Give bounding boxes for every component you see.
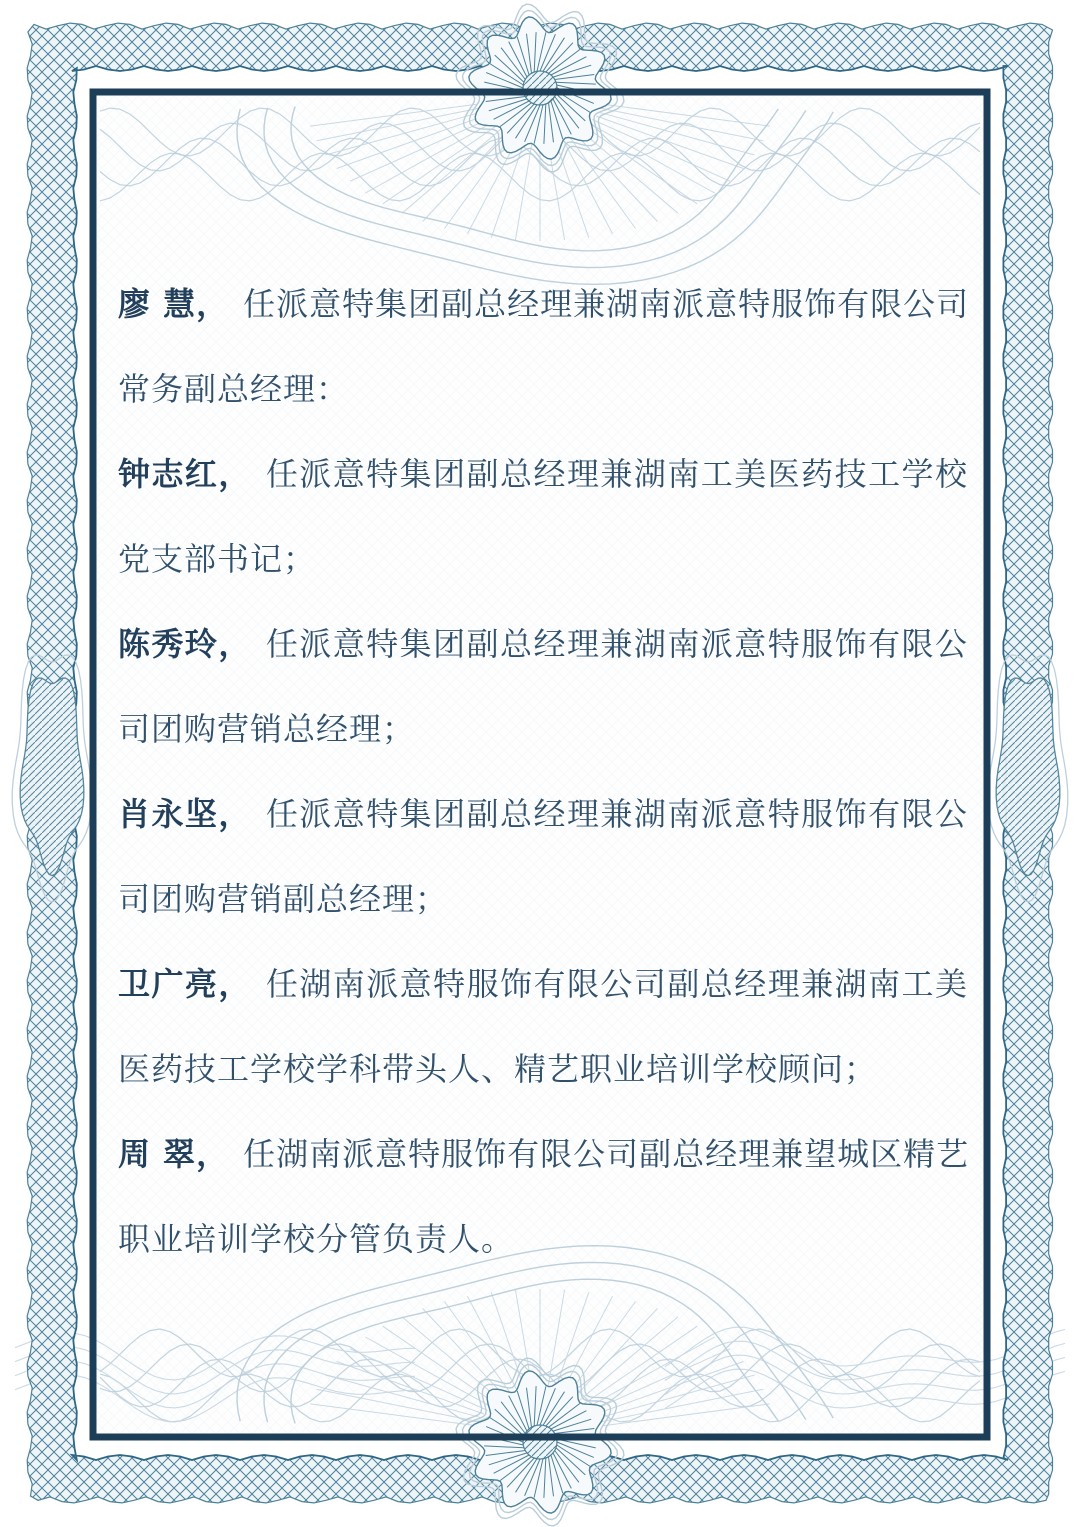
person-name: 廖 慧，	[118, 285, 230, 323]
appointment-line	[118, 432, 968, 517]
line-text: 任派意特集团副总经理兼湖南派意特服饰有限公司	[243, 285, 970, 323]
appointment-line	[118, 347, 968, 432]
line-text: 常务副总经理：	[118, 370, 350, 408]
line-text: 医药技工学校学科带头人、精艺职业培训学校顾问；	[118, 1050, 878, 1088]
line-text: 党支部书记；	[118, 540, 317, 578]
appointment-line	[118, 262, 968, 347]
appointment-line	[118, 942, 968, 1027]
line-text: 职业培训学校分管负责人。	[118, 1220, 515, 1258]
person-name: 卫广亮，	[118, 965, 252, 1003]
appointment-line	[118, 772, 968, 857]
line-text: 司团购营销副总经理；	[118, 880, 449, 918]
person-name: 钟志红，	[118, 455, 252, 493]
person-name: 周 翠，	[118, 1135, 230, 1173]
appointment-line	[118, 1197, 968, 1282]
appointment-line	[118, 602, 968, 687]
line-text: 司团购营销总经理；	[118, 710, 416, 748]
person-name: 肖永坚，	[118, 795, 252, 833]
appointment-line	[118, 1027, 968, 1112]
appointment-line	[118, 1112, 968, 1197]
line-text: 任派意特集团副总经理兼湖南派意特服饰有限公	[265, 795, 968, 833]
appointment-text-block	[118, 262, 968, 1282]
line-text: 任湖南派意特服饰有限公司副总经理兼望城区精艺	[243, 1135, 970, 1173]
person-name: 陈秀玲，	[118, 625, 252, 663]
appointment-line	[118, 687, 968, 772]
line-text: 任派意特集团副总经理兼湖南派意特服饰有限公	[265, 625, 968, 663]
line-text: 任湖南派意特服饰有限公司副总经理兼湖南工美	[265, 965, 968, 1003]
appointment-line	[118, 517, 968, 602]
appointment-line	[118, 857, 968, 942]
line-text: 任派意特集团副总经理兼湖南工美医药技工学校	[265, 455, 968, 493]
